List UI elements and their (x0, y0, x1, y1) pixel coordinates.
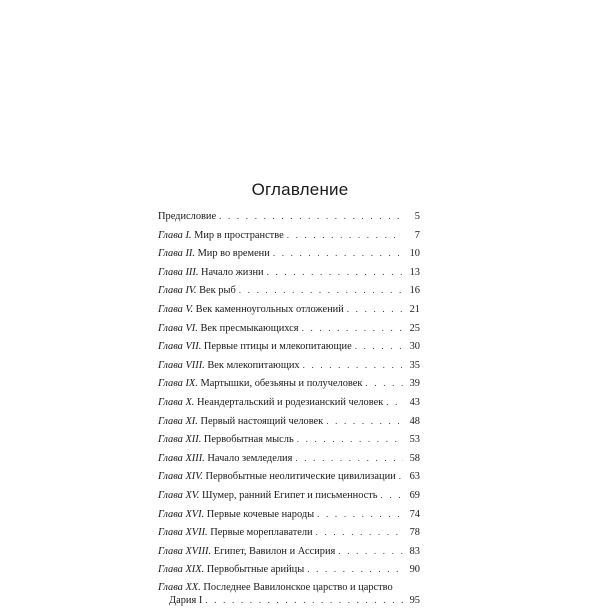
dot-leader (381, 486, 403, 505)
page-number: 58 (409, 452, 420, 464)
page-number: 35 (409, 359, 420, 371)
dot-leader (303, 356, 403, 375)
page-number: 39 (409, 378, 420, 390)
page-number: 48 (409, 415, 420, 427)
dot-leader (239, 281, 403, 300)
entry-continuation: Дария I (169, 595, 203, 607)
entry-continuation-line (158, 594, 420, 608)
toc-entry[interactable] (158, 374, 420, 393)
page-number: 74 (409, 508, 420, 520)
toc-entry[interactable] (158, 449, 420, 468)
toc-entry[interactable] (158, 263, 420, 282)
entry-label: Глава XVIII. Египет, Вавилон и Ассирия (158, 545, 336, 557)
entry-label: Глава XIX. Первобытные арийцы (158, 564, 305, 576)
entry-label: Глава XIII. Начало земледелия (158, 452, 293, 464)
page-number: 43 (409, 396, 420, 408)
dot-leader (302, 319, 403, 338)
entry-label: Глава XII. Первобытная мысль (158, 434, 294, 446)
page-number: 10 (409, 248, 420, 260)
toc-entry[interactable] (158, 523, 420, 542)
dot-leader (273, 244, 403, 263)
dot-leader (386, 393, 403, 412)
entry-label: Глава II. Мир во времени (158, 248, 270, 260)
page-number: 13 (409, 266, 420, 278)
entry-label: Глава XX. Последнее Вавилонское царство и царство (158, 581, 393, 593)
entry-label: Глава XIV. Первобытные неолитические цивилизации (158, 471, 396, 483)
dot-leader (267, 263, 403, 282)
entry-label: Предисловие (158, 211, 217, 222)
page-number: 53 (409, 434, 420, 446)
dot-leader (316, 523, 403, 542)
page-number: 30 (409, 341, 420, 353)
dot-leader (347, 300, 403, 319)
page-number: 25 (409, 322, 420, 334)
dot-leader (399, 467, 403, 486)
page-number: 90 (409, 564, 420, 576)
entry-label: Глава IV. Век рыб (158, 285, 236, 297)
toc-entry[interactable] (158, 207, 420, 226)
entry-label: Глава VIII. Век млекопитающих (158, 359, 300, 371)
entry-label: Глава XVI. Первые кочевые народы (158, 508, 315, 520)
page-number: 5 (414, 211, 420, 222)
page-number: 21 (409, 303, 420, 315)
entry-label: Глава IX. Мартышки, обезьяны и получеловек (158, 378, 363, 390)
toc-entry[interactable] (158, 281, 420, 300)
page-number: 16 (409, 285, 420, 297)
dot-leader (219, 207, 403, 226)
page-number: 78 (409, 527, 420, 539)
dot-leader (287, 226, 403, 245)
dot-leader (338, 542, 403, 561)
dot-leader (205, 594, 403, 607)
page-number: 63 (409, 471, 420, 483)
toc-entry[interactable] (158, 319, 420, 338)
dot-leader (326, 412, 403, 431)
page-number: 69 (409, 489, 420, 501)
toc-entry[interactable] (158, 560, 420, 579)
toc-entry[interactable] (158, 393, 420, 412)
entry-label: Глава III. Начало жизни (158, 266, 264, 278)
toc-entry[interactable] (158, 356, 420, 375)
entry-label: Глава XV. Шумер, ранний Египет и письменность (158, 489, 378, 501)
toc-entry-multiline[interactable] (158, 582, 420, 608)
toc-entry[interactable] (158, 505, 420, 524)
toc-entry[interactable] (158, 244, 420, 263)
toc-entry[interactable] (158, 226, 420, 245)
toc-entry[interactable] (158, 337, 420, 356)
toc-entry[interactable] (158, 412, 420, 431)
dot-leader (307, 560, 403, 579)
table-of-contents (158, 207, 420, 608)
dot-leader (317, 505, 403, 524)
toc-entry[interactable] (158, 300, 420, 319)
dot-leader (365, 374, 403, 393)
dot-leader (297, 430, 403, 449)
entry-label: Глава VII. Первые птицы и млекопитающие (158, 341, 352, 353)
entry-label: Глава XVII. Первые мореплаватели (158, 527, 313, 539)
page-number: 95 (409, 595, 420, 607)
entry-label: Глава XI. Первый настоящий человек (158, 415, 324, 427)
entry-label: Глава X. Неандертальский и родезианский человек (158, 396, 384, 408)
toc-entry[interactable] (158, 486, 420, 505)
dot-leader (355, 337, 403, 356)
entry-label: Глава I. Мир в пространстве (158, 229, 284, 241)
entry-label: Глава V. Век каменноугольных отложений (158, 303, 344, 315)
toc-entry[interactable] (158, 430, 420, 449)
page-number: 7 (414, 229, 420, 241)
toc-entry[interactable] (158, 542, 420, 561)
entry-label: Глава VI. Век пресмыкающихся (158, 322, 299, 334)
page-title: Оглавление (251, 180, 349, 199)
dot-leader (295, 449, 403, 468)
page-number: 83 (409, 545, 420, 557)
toc-entry[interactable] (158, 467, 420, 486)
